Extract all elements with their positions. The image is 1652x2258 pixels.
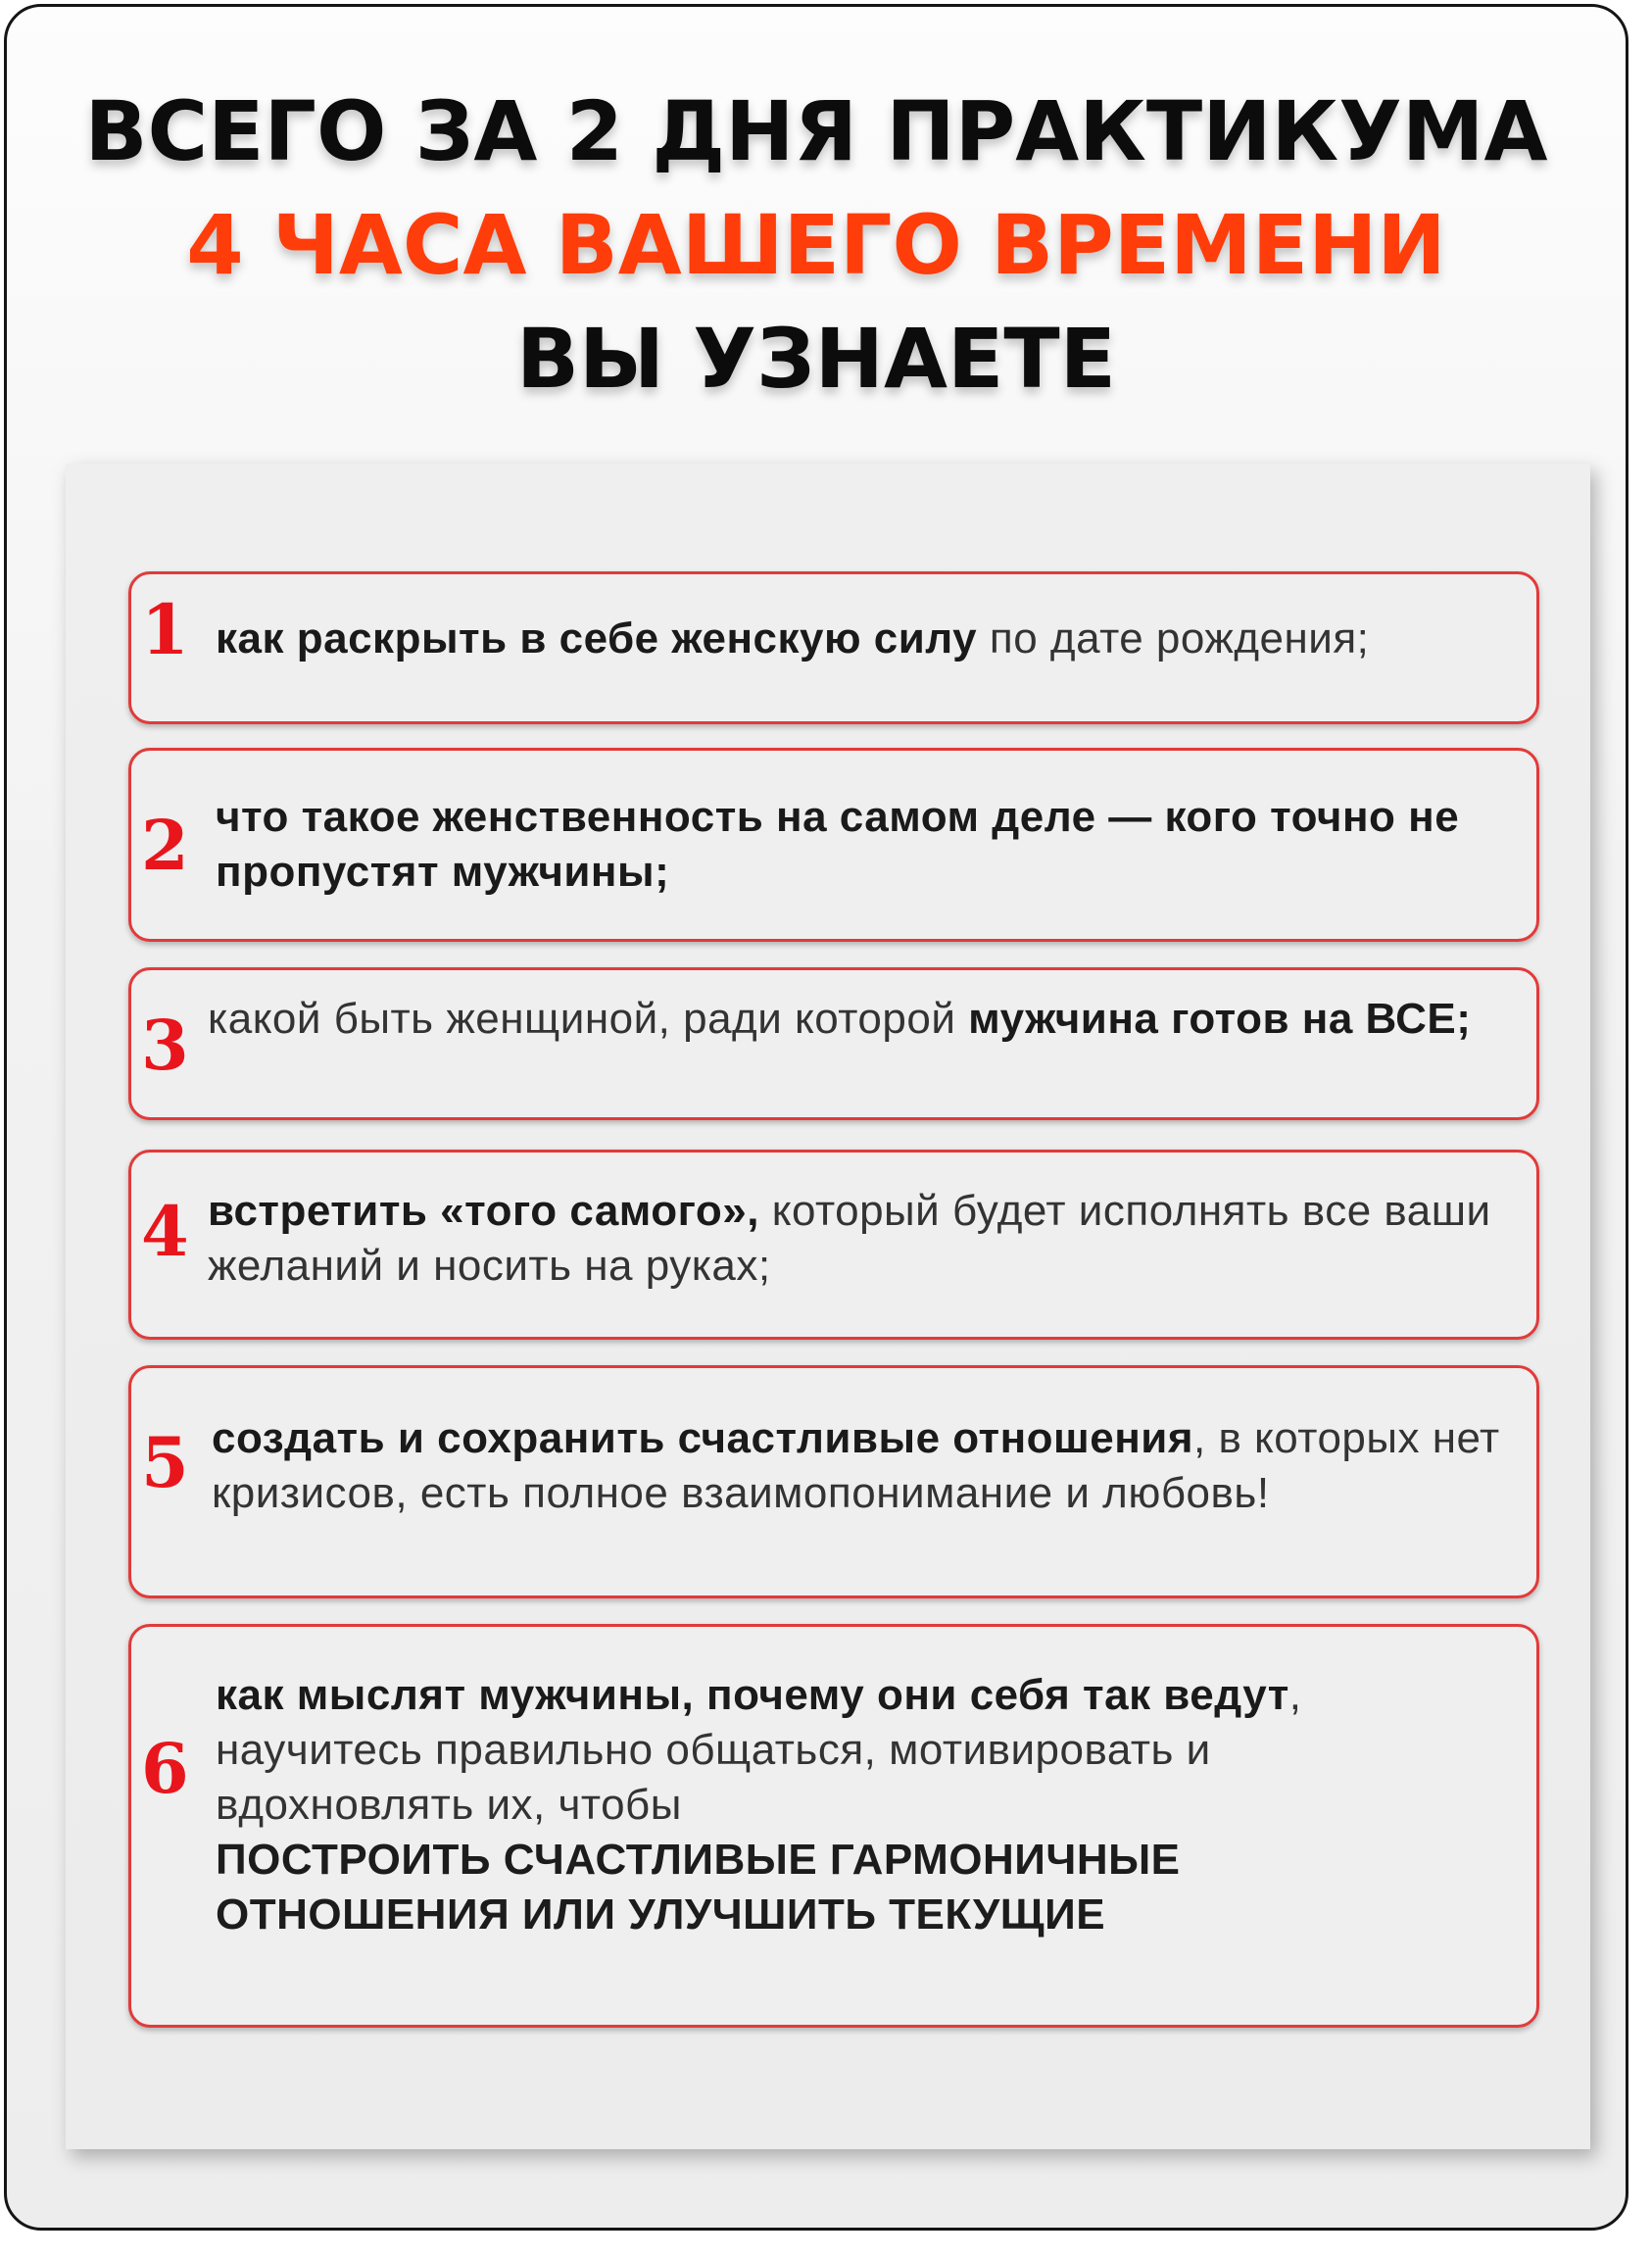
item-text-bold: встретить «того самого», bbox=[208, 1187, 759, 1235]
content-panel bbox=[66, 464, 1590, 2149]
item-text-caps: ПОСТРОИТЬ СЧАСТЛИВЫЕ ГАРМОНИЧНЫЕ ОТНОШЕНИЯ ИЛИ УЛУЧШИТЬ ТЕКУЩИЕ bbox=[216, 1836, 1181, 1939]
item-number: 5 bbox=[141, 1422, 189, 1503]
list-item-4 bbox=[128, 1150, 1539, 1340]
item-text-normal: , научитесь правильно общаться, мотивировать и вдохновлять их, чтобы bbox=[216, 1671, 1302, 1829]
list-item-1 bbox=[128, 571, 1539, 724]
item-text-normal: по дате рождения; bbox=[977, 614, 1370, 663]
heading-line-3: ВЫ УЗНАЕТЕ bbox=[515, 311, 1117, 407]
item-text-normal: , в которых нет кризисов, есть полное взаимопонимание и любовь! bbox=[212, 1414, 1500, 1517]
item-text bbox=[216, 790, 1531, 900]
item-number: 2 bbox=[141, 805, 189, 886]
list-item-2 bbox=[128, 748, 1539, 942]
item-text bbox=[216, 1668, 1478, 1942]
item-number: 6 bbox=[141, 1728, 189, 1809]
item-text bbox=[212, 1411, 1531, 1521]
list-item-5 bbox=[128, 1365, 1539, 1598]
item-text-normal: который будет исполнять все ваши желаний и носить на руках; bbox=[208, 1187, 1491, 1290]
list-item-3 bbox=[128, 967, 1539, 1120]
heading-line-2: 4 ЧАСА ВАШЕГО ВРЕМЕНИ bbox=[186, 197, 1446, 293]
item-number: 4 bbox=[141, 1191, 189, 1272]
item-text-normal: какой быть женщиной, ради которой bbox=[208, 995, 969, 1043]
item-number: 1 bbox=[141, 589, 189, 670]
item-text bbox=[216, 612, 1531, 666]
item-text-bold: как раскрыть в себе женскую силу bbox=[216, 614, 978, 663]
card-frame bbox=[4, 4, 1628, 2231]
heading-line-1: ВСЕГО ЗА 2 ДНЯ ПРАКТИКУМА bbox=[84, 83, 1548, 179]
item-text-bold: мужчина готов на ВСЕ; bbox=[968, 995, 1472, 1043]
item-text bbox=[208, 1184, 1531, 1294]
item-text-bold: создать и сохранить счастливые отношения bbox=[212, 1414, 1193, 1462]
item-text bbox=[208, 992, 1531, 1047]
item-number: 3 bbox=[141, 1005, 189, 1086]
item-text-bold: что такое женственность на самом деле — кого точно не пропустят мужчины; bbox=[216, 793, 1460, 896]
item-text-bold: как мыслят мужчины, почему они себя так ведут bbox=[216, 1671, 1289, 1719]
list-item-6 bbox=[128, 1624, 1539, 2028]
